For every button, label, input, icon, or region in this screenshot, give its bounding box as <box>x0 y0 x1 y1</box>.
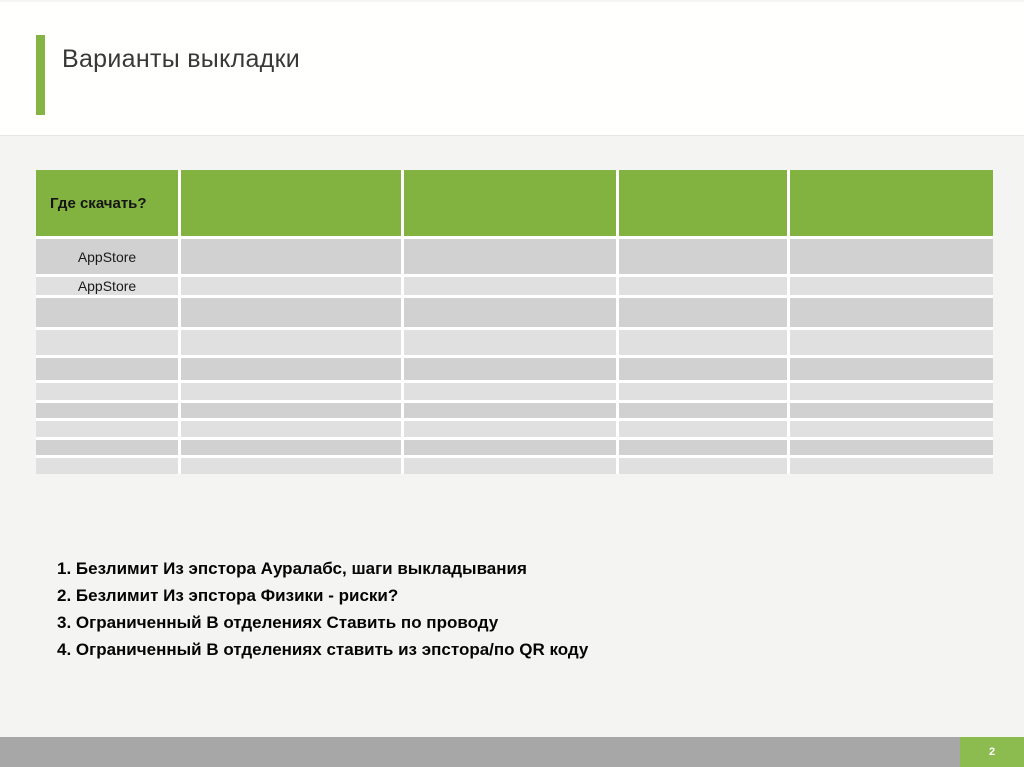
notes-item: 2. Безлимит Из эпстора Физики - риски? <box>57 586 399 605</box>
table-cell <box>36 330 178 355</box>
table-header-cell <box>790 170 993 236</box>
notes-item: 3. Ограниченный В отделениях Ставить по проводу <box>57 613 499 632</box>
table-cell <box>619 239 787 274</box>
table-cell <box>790 277 993 295</box>
table-cell <box>181 440 401 455</box>
table-cell <box>790 383 993 400</box>
title-accent-bar <box>36 35 45 115</box>
notes-item: 4. Ограниченный В отделениях ставить из эпстора/по QR коду <box>57 640 589 659</box>
table-cell <box>619 403 787 418</box>
table-cell <box>619 458 787 474</box>
table-cell <box>790 421 993 437</box>
table-header-cell <box>181 170 401 236</box>
table-cell <box>181 458 401 474</box>
table-cell <box>404 421 616 437</box>
table-cell <box>790 298 993 327</box>
notes-list <box>57 555 588 663</box>
table-cell <box>181 298 401 327</box>
footer-bar <box>0 737 1024 767</box>
table-header-cell <box>404 170 616 236</box>
download-options-table <box>36 170 993 474</box>
table-cell <box>404 383 616 400</box>
table-cell <box>181 277 401 295</box>
table-cell <box>404 330 616 355</box>
notes-item: 1. Безлимит Из эпстора Ауралабс, шаги выкладывания <box>57 559 527 578</box>
table-cell: AppStore <box>36 239 178 274</box>
slide-header-band <box>0 2 1024 136</box>
table-cell <box>404 458 616 474</box>
table-cell <box>36 403 178 418</box>
table-header-cell: Где скачать? <box>36 170 178 236</box>
table-cell <box>619 298 787 327</box>
table-cell <box>790 403 993 418</box>
table-cell: AppStore <box>36 277 178 295</box>
page-number-badge: 2 <box>960 737 1024 767</box>
table-cell <box>404 440 616 455</box>
table-cell <box>36 421 178 437</box>
table-cell <box>181 358 401 380</box>
table-cell <box>181 239 401 274</box>
table-cell <box>404 239 616 274</box>
table-cell <box>790 239 993 274</box>
table-cell <box>404 358 616 380</box>
table-cell <box>790 330 993 355</box>
table-cell <box>181 403 401 418</box>
table-cell <box>404 403 616 418</box>
table-cell <box>619 277 787 295</box>
table-cell <box>790 458 993 474</box>
table-cell <box>619 440 787 455</box>
table-cell <box>404 277 616 295</box>
table-cell <box>404 298 616 327</box>
table-cell <box>181 421 401 437</box>
table-cell <box>36 458 178 474</box>
table-cell <box>619 383 787 400</box>
table-cell <box>36 298 178 327</box>
table-cell <box>619 421 787 437</box>
slide-title: Варианты выкладки <box>62 45 301 73</box>
table-cell <box>36 440 178 455</box>
table-cell <box>619 330 787 355</box>
table-header-cell <box>619 170 787 236</box>
table-cell <box>619 358 787 380</box>
table-cell <box>181 330 401 355</box>
table-cell <box>36 383 178 400</box>
table-cell <box>790 440 993 455</box>
table-cell <box>36 358 178 380</box>
table-cell <box>181 383 401 400</box>
table-cell <box>790 358 993 380</box>
